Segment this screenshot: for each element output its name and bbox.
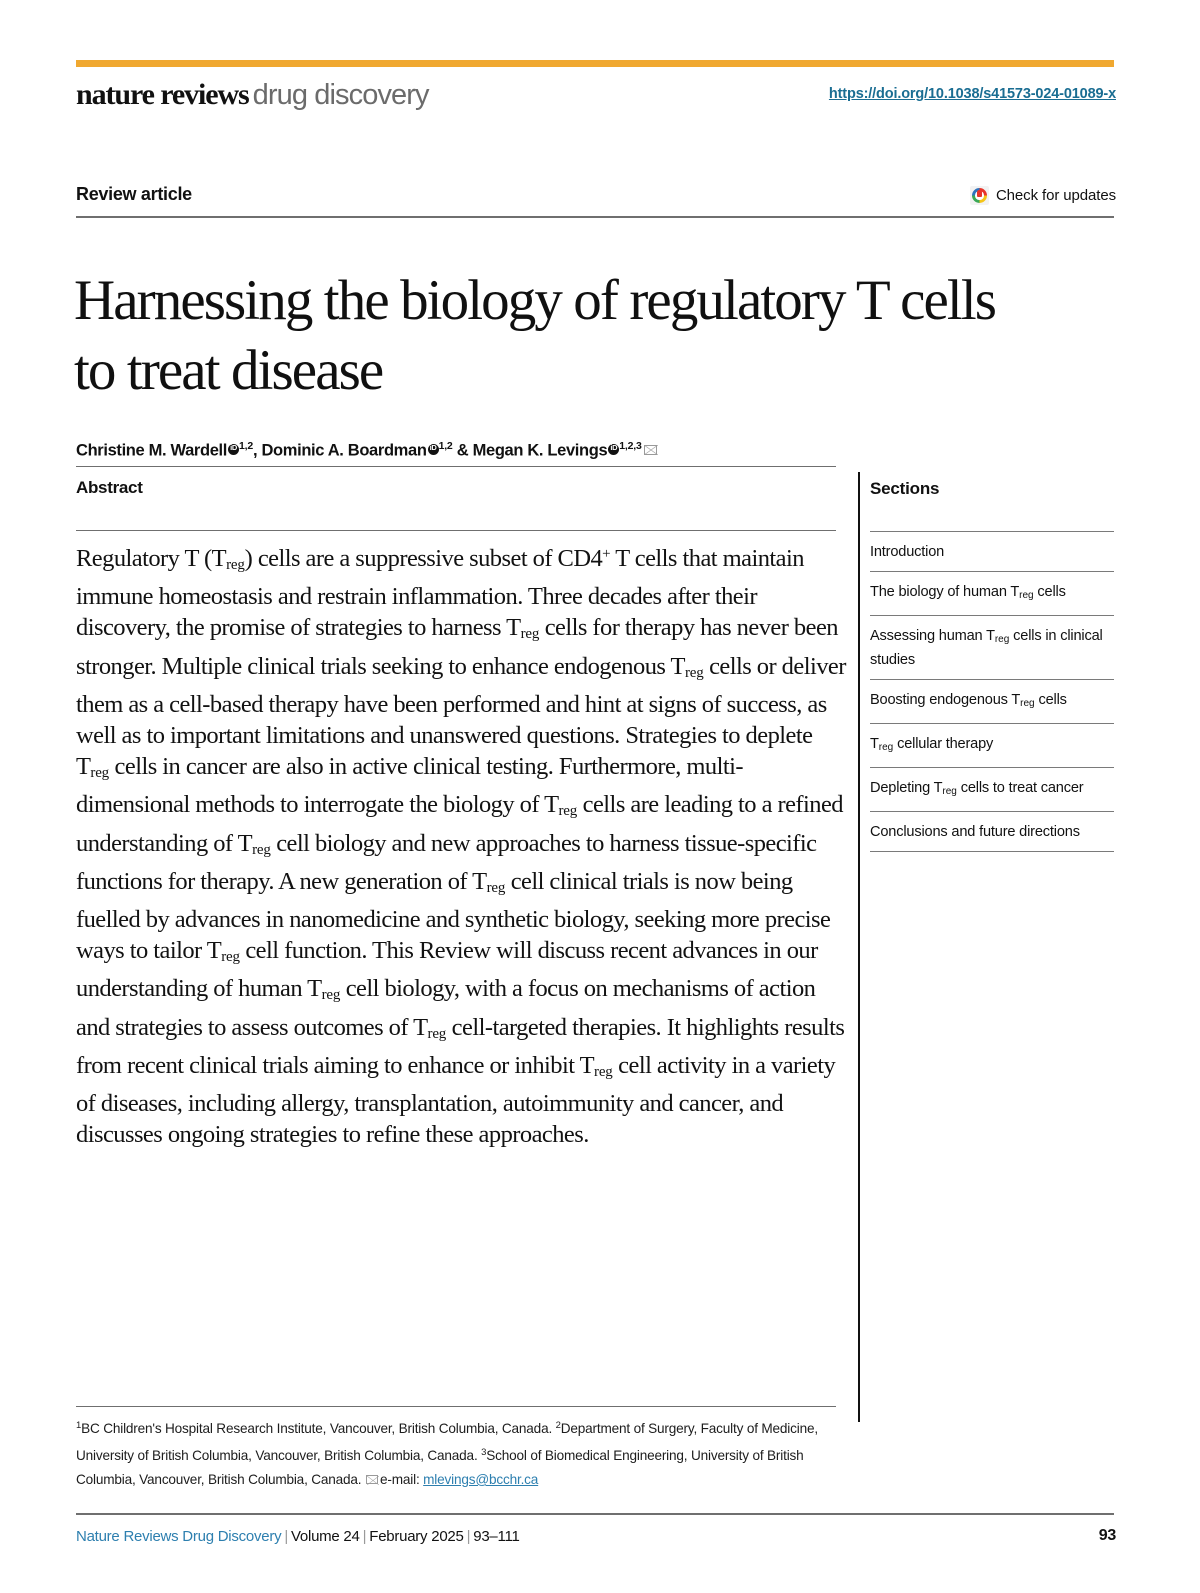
section-link-1[interactable]: The biology of human $T_{reg}$ cells	[870, 571, 1114, 615]
author-affil-1: 1,2	[438, 440, 453, 452]
orcid-icon[interactable]	[428, 444, 439, 455]
affiliation-marker-2: 3	[481, 1447, 487, 1458]
footer-journal-name[interactable]: Nature Reviews Drug Discovery	[76, 1528, 282, 1545]
affiliation-marker-1: 2	[555, 1420, 561, 1431]
affiliations-block	[76, 1414, 848, 1492]
author-list: Christine M. Wardell iD $^{1,2}$, Dominic A. Boardman iD $^{1,2}$ & Megan K. Levings iD $^{1,2,3}$	[76, 440, 876, 461]
check-for-updates-label: Check for updates	[995, 187, 1116, 204]
section-link-2[interactable]: Assessing human $T_{reg}$ cells in clinical studies	[870, 615, 1114, 679]
email-link[interactable]: mlevings@bcchr.ca	[423, 1472, 539, 1487]
author-name-2[interactable]: Megan K. Levings	[472, 441, 608, 460]
sections-list	[870, 531, 1114, 852]
orcid-icon[interactable]	[608, 444, 619, 455]
article-type-label: Review article	[76, 184, 192, 204]
divider-under-article-type	[76, 216, 1114, 218]
divider-under-abstract-heading	[76, 530, 836, 531]
section-link-5[interactable]: Depleting $T_{reg}$ cells to treat cancer	[870, 767, 1114, 811]
author-name-0[interactable]: Christine M. Wardell	[76, 441, 227, 460]
author-affil-2: 1,2,3	[619, 440, 642, 452]
affiliation-marker-0: 1	[76, 1420, 82, 1431]
footer-volume: Volume 24	[290, 1528, 360, 1545]
divider-under-authors	[76, 466, 836, 467]
brand-accent-rule	[76, 60, 1114, 67]
author-name-1[interactable]: Dominic A. Boardman	[261, 441, 427, 460]
divider-above-affiliations	[76, 1406, 836, 1407]
affiliation-text-0: BC Children's Hospital Research Institute, Vancouver, British Columbia, Canada.	[81, 1421, 553, 1436]
footer-page-range: 93–111	[473, 1528, 520, 1545]
abstract-heading: Abstract	[76, 478, 143, 497]
footer-citation: Nature Reviews Drug Discovery | Volume 24 | February 2025 | 93–111	[76, 1528, 520, 1545]
section-link-6[interactable]: Conclusions and future directions	[870, 811, 1114, 852]
page-title: Harnessing the biology of regulatory T cells to treat disease	[74, 269, 996, 403]
footer-divider	[76, 1513, 1114, 1515]
envelope-icon	[366, 1475, 378, 1484]
check-for-updates-button[interactable]	[970, 186, 1116, 205]
journal-masthead[interactable]	[76, 78, 429, 112]
section-link-4[interactable]: $T_{reg}$ cellular therapy	[870, 723, 1114, 767]
abstract-text: Regulatory T $(T_{reg})$ cells are a suppressive subset of CD4+ T cells that maintain immune homeostasis and restrain inflammation. Three decades after their discovery, the promise of strategies to harness $T_{reg}$ cells for therapy has never been stronger. Multiple clinical trials seeking to enhance endogenous $T_{reg}$ cells or deliver them as a cell-based therapy have been performed and hint at signs of success, as well as to important limitations and unanswered questions. Strategies to deplete $T_{reg}$ cells in cancer are also in active clinical testing. Furthermore, multi-dimensional methods to interrogate the biology of $T_{reg}$ cells are leading to a refined understanding of $T_{reg}$ cell biology and new approaches to harness tissue-specific functions for therapy. A new generation of $T_{reg}$ cell clinical trials is now being fuelled by advances in nanomedicine and synthetic biology, seeking more precise ways to tailor $T_{reg}$ cell function. This Review will discuss recent advances in our understanding of human $T_{reg}$ cell biology, with a focus on mechanisms of action and strategies to assess outcomes of $T_{reg}$ cell-targeted therapies. It highlights results from recent clinical trials aiming to enhance or inhibit $T_{reg}$ cell activity in a variety of diseases, including allergy, transplantation, autoimmunity and cancer, and discusses ongoing strategies to refine these approaches.	[76, 545, 846, 1149]
footer-issue-date: February 2025	[369, 1528, 464, 1545]
crossmark-icon	[970, 186, 989, 205]
section-link-0[interactable]: Introduction	[870, 531, 1114, 571]
affiliation-text-1: Department of Surgery, Faculty of Medicine, University of British Columbia, Vancouver, British Columbia, Canada.	[76, 1421, 818, 1463]
sections-heading: Sections	[870, 479, 940, 498]
orcid-icon[interactable]	[228, 444, 239, 455]
column-divider	[858, 472, 860, 1422]
email-label: e-mail:	[380, 1472, 420, 1487]
affiliation-text-2: School of Biomedical Engineering, University of British Columbia, Vancouver, British Columbia, Canada.	[76, 1448, 804, 1487]
envelope-icon[interactable]	[644, 445, 657, 455]
author-affil-0: 1,2	[239, 440, 253, 452]
journal-brand-light: drug discovery	[252, 79, 429, 111]
page-number: 93	[1098, 1527, 1116, 1544]
doi-link[interactable]: https://doi.org/10.1038/s41573-024-01089-x	[828, 86, 1116, 102]
journal-brand-bold: nature reviews	[76, 78, 249, 111]
section-link-3[interactable]: Boosting endogenous $T_{reg}$ cells	[870, 679, 1114, 723]
